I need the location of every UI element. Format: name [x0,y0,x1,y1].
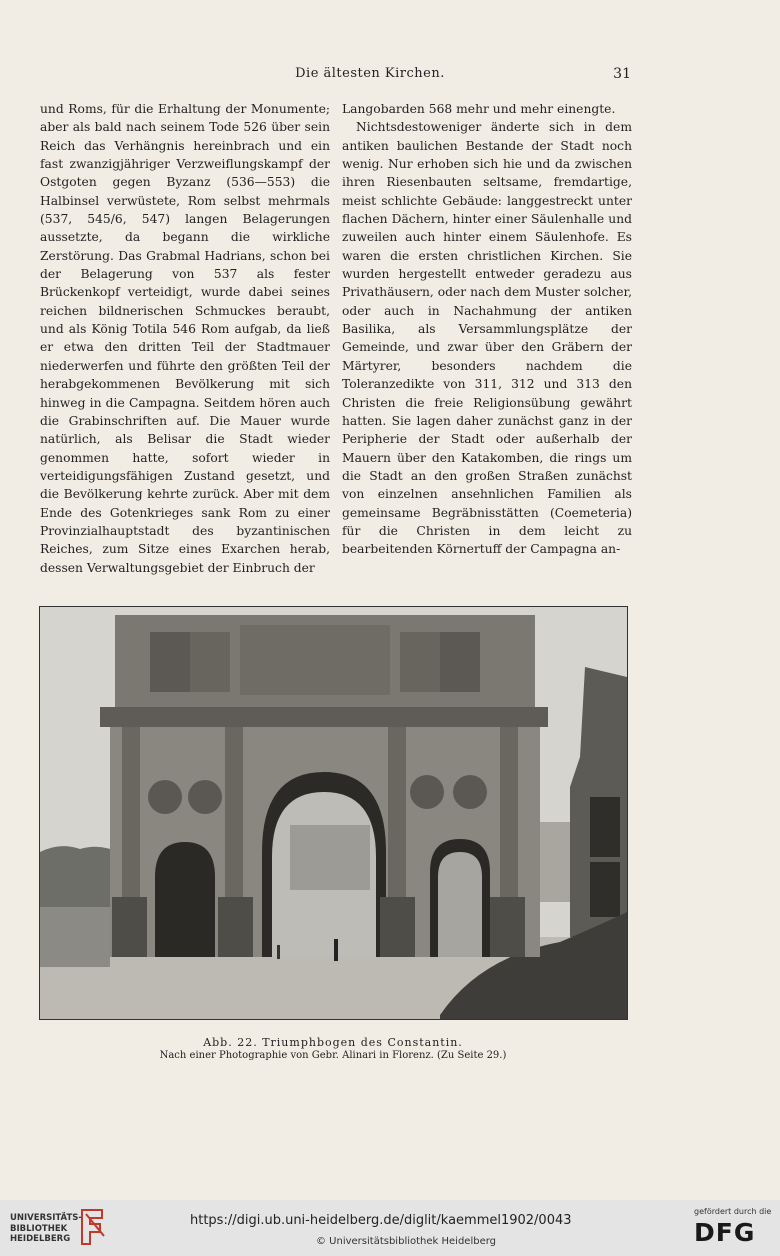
library-name-line-2: BIBLIOTHEK [10,1223,68,1234]
dfg-logo: DFG [694,1218,756,1247]
library-logo-icon [78,1206,108,1248]
figure-caption-title: Abb. 22. Triumphbogen des Constantin. [203,1036,463,1049]
figure-photo-arch-of-constantine [39,606,628,1020]
permalink-url[interactable]: https://digi.ub.uni-heidelberg.de/diglit/kaemmel1902/0043 [190,1213,572,1228]
library-name-line-1: UNIVERSITÄTS- [10,1213,82,1223]
library-name-line-3: HEIDELBERG [10,1234,71,1244]
funding-label: gefördert durch die [694,1207,772,1216]
right-column [342,100,632,559]
library-name [10,1213,82,1245]
right-paragraph-2: Nichtsdestoweniger änderte sich in dem antiken baulichen Bestande der Stadt noch wenig. Nur erhoben sich hie und da zwischen ihren Riesenbauten seltsame, fremdartige, meist schlichte Gebäude: langgestreckt unter flachen Dächern, hinter einer Säulenhalle und zuweilen auch hinter einem Säulenhofe. Es waren die ersten christlichen Kirchen. Sie wurden hergestellt entweder geradezu aus Privathäusern, oder nach dem Muster solcher, oder auch in Nachahmung der antiken Basilika, als Versammlungsplätze der Gemeinde, und zwar über den Gräbern der Märtyrer, besonders nachdem die Toleranzedikte von 311, 312 und 313 den Christen die freie Religionsübung gewährt hatten. Sie lagen daher zunächst ganz in der Peripherie der Stadt oder außerhalb der Mauern über den Katakomben, die rings um die Stadt an den großen Straßen zunächst von einzelnen ansehnlichen Familien als gemeinsame Begräbnisstätten (Coemeteria) für die Christen in dem leicht zu bearbeitenden Körnertuff der Campagna an- [342,120,632,557]
right-paragraph-1: Langobarden 568 mehr und mehr einengte. [342,102,616,116]
page-number: 31 [613,66,631,82]
figure-caption-credit: Nach einer Photographie von Gebr. Alinari in Florenz. (Zu Seite 29.) [159,1050,507,1061]
left-column [40,100,330,577]
running-title: Die ältesten Kirchen. [295,66,445,81]
viewer-footer [0,1200,780,1256]
arch-photo-illustration [40,607,627,1019]
left-paragraph-1: und Roms, für die Erhaltung der Monumente; aber als bald nach seinem Tode 526 über sein Reich das Verhängnis hereinbrach und ein fast zwanzigjähriger Verzweiflungskampf der Ostgoten gegen Byzanz (536—553) die Halbinsel verwüstete, Rom selbst mehrmals (537, 545/6, 547) langen Belagerungen aussetzte, da begann die wirkliche Zerstörung. Das Grabmal Hadrians, schon bei der Belagerung von 537 als fester Brückenkopf verteidigt, wurde dabei seines reichen bildnerischen Schmuckes beraubt, und als König Totila 546 Rom aufgab, da ließ er etwa den dritten Teil der Stadtmauer niederwerfen und führte den größten Teil der herabgekommenen Bevölkerung mit sich hinweg in die Campagna. Seitdem hören auch die Grabinschriften auf. Die Mauer wurde natürlich, als Belisar die Stadt wieder genommen hatte, sofort wieder in verteidigungsfähigen Zustand gesetzt, und die Bevölkerung kehrte zurück. Aber mit dem Ende des Gotenkrieges sank Rom zu einer Provinzialhauptstadt des byzantinischen Reiches, zum Sitze eines Exarchen herab, dessen Verwaltungsgebiet der Einbruch der [40,102,330,575]
copyright-notice: © Universitätsbibliothek Heidelberg [316,1236,497,1247]
